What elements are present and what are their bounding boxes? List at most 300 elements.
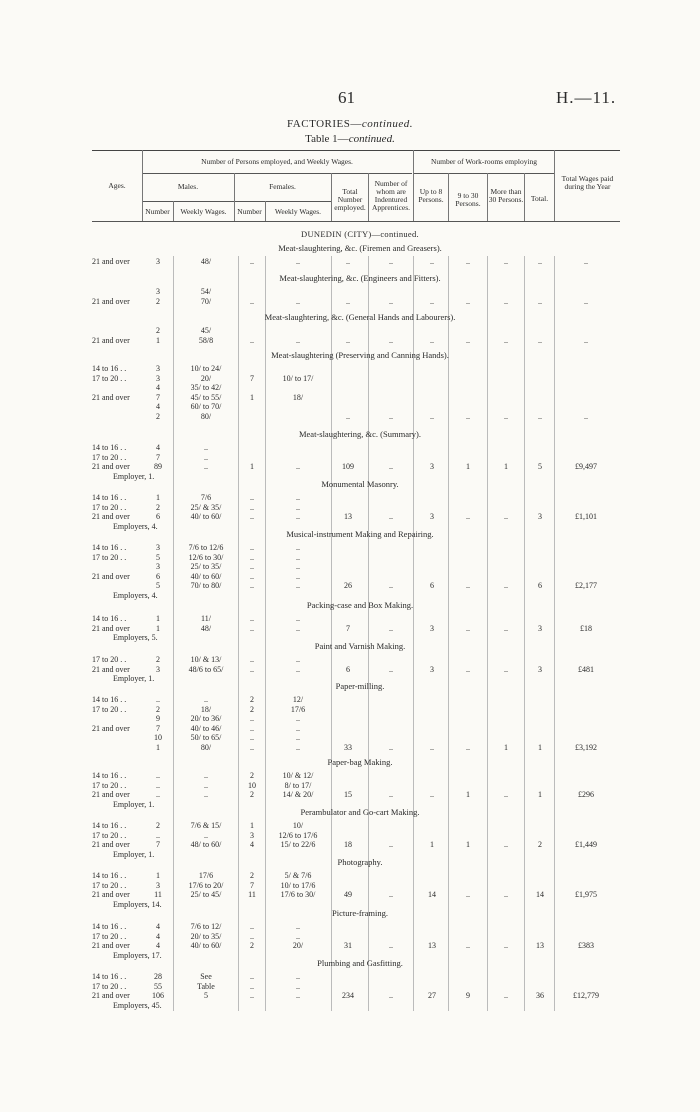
age-cell: 21 and over xyxy=(92,941,130,950)
male-wage-cell: 58/8 xyxy=(198,335,214,345)
male-wage-cell: 40/ to 60/ xyxy=(190,512,222,521)
male-number-cell: 7 xyxy=(156,452,160,462)
workrooms-total-cell: 13 xyxy=(536,941,544,950)
male-number-cell: 1 xyxy=(156,614,160,623)
male-wage-cell: 54/ xyxy=(200,287,212,296)
total-wages-cell: .. xyxy=(584,411,588,421)
workrooms-up-to-8-cell: 6 xyxy=(430,581,434,590)
age-cell: 21 and over xyxy=(92,840,130,849)
total-employed-cell: 18 xyxy=(344,840,352,849)
workrooms-up-to-8-cell: 1 xyxy=(430,840,434,849)
age-cell: 21 and over xyxy=(92,462,130,471)
female-wage-cell: 8/ to 17/ xyxy=(284,780,312,790)
col-up-to-8: Up to 8 Persons. xyxy=(418,187,444,204)
section-title: Meat-slaughtering, &c. (Engineers and Fitters). xyxy=(279,273,441,283)
female-wage-cell: .. xyxy=(296,623,300,633)
total-wages-cell: £383 xyxy=(578,941,594,950)
male-wage-cell: 48/ xyxy=(200,257,212,266)
section-title: Meat-slaughtering, &c. (Firemen and Greasers). xyxy=(278,243,442,253)
age-cell: 17 to 20 . . xyxy=(92,780,127,790)
workrooms-9-to-30-cell: .. xyxy=(466,664,470,674)
workrooms-9-to-30-cell: .. xyxy=(466,941,470,950)
total-wages-cell: £1,449 xyxy=(575,840,597,849)
female-wage-cell: 17/6 to 30/ xyxy=(280,890,316,899)
female-number-cell: .. xyxy=(250,714,254,723)
workrooms-more-than-30-cell: .. xyxy=(504,512,508,521)
age-cell: 21 and over xyxy=(92,512,130,521)
total-wages-cell: £12,779 xyxy=(573,991,599,1000)
workrooms-total-cell: 6 xyxy=(538,581,542,590)
workrooms-up-to-8-cell: 13 xyxy=(428,941,436,950)
male-wage-cell: 80/ xyxy=(200,742,212,752)
female-wage-cell: .. xyxy=(296,581,300,590)
section-title: Plumbing and Gasfitting. xyxy=(317,958,403,968)
female-number-cell: 2 xyxy=(250,704,254,714)
female-wage-cell: 10/ to 17/ xyxy=(282,373,314,383)
workrooms-total-cell: 1 xyxy=(538,790,542,799)
male-number-cell: 6 xyxy=(156,512,160,521)
male-wage-cell: .. xyxy=(204,452,208,462)
female-wage-cell: 10/ xyxy=(292,821,304,830)
total-employed-cell: 26 xyxy=(344,581,352,590)
title-italic: continued. xyxy=(361,118,414,130)
female-wage-cell: .. xyxy=(296,981,300,991)
age-cell: 17 to 20 . . xyxy=(92,830,127,840)
age-cell: 17 to 20 . . xyxy=(92,452,127,462)
col-indentured: Number of whom are Indentured Apprentices. xyxy=(371,179,411,212)
male-wage-cell: 25/ to 35/ xyxy=(190,562,222,571)
male-wage-cell: .. xyxy=(204,462,208,471)
col-males: Males. xyxy=(177,182,199,191)
age-cell: 14 to 16 . . xyxy=(92,972,127,981)
total-employed-cell: .. xyxy=(346,411,350,421)
workrooms-total-cell: .. xyxy=(538,257,542,266)
workrooms-9-to-30-cell: 1 xyxy=(466,840,470,849)
age-cell: 17 to 20 . . xyxy=(92,552,127,562)
female-number-cell: .. xyxy=(250,581,254,590)
workrooms-up-to-8-cell: .. xyxy=(430,296,434,306)
section-title: Meat-slaughtering, &c. (General Hands and Labourers). xyxy=(264,312,456,322)
female-wage-cell: .. xyxy=(296,512,300,521)
female-wage-cell: 17/6 xyxy=(290,704,306,714)
age-cell: 21 and over xyxy=(92,392,130,402)
age-cell: 21 and over xyxy=(92,723,130,733)
male-wage-cell: .. xyxy=(204,790,208,799)
male-number-cell: 4 xyxy=(156,443,160,452)
male-wage-cell: 50/ to 65/ xyxy=(190,733,222,742)
female-wage-cell: .. xyxy=(296,931,300,941)
female-number-cell: 3 xyxy=(250,830,254,840)
female-number-cell: 10 xyxy=(248,780,256,790)
female-number-cell: 1 xyxy=(250,462,254,471)
workrooms-9-to-30-cell: .. xyxy=(466,623,470,633)
workrooms-total-cell: 3 xyxy=(538,512,542,521)
col-females: Females. xyxy=(269,182,296,191)
age-cell: 21 and over xyxy=(92,664,130,674)
workrooms-more-than-30-cell: .. xyxy=(504,581,508,590)
workrooms-9-to-30-cell: 1 xyxy=(466,462,470,471)
female-wage-cell: .. xyxy=(296,991,300,1000)
female-number-cell: 2 xyxy=(250,941,254,950)
female-wage-cell: .. xyxy=(296,742,300,752)
total-employed-cell: .. xyxy=(346,335,350,345)
male-wage-cell: 10/ to 24/ xyxy=(190,364,222,373)
section-title: Meat-slaughtering, &c. (Summary). xyxy=(298,429,422,439)
female-number-cell: 7 xyxy=(250,880,254,890)
female-number-cell: 2 xyxy=(250,771,254,780)
apprentices-cell: .. xyxy=(389,742,393,752)
female-number-cell: .. xyxy=(250,981,254,991)
apprentices-cell: .. xyxy=(389,335,393,345)
workrooms-up-to-8-cell: .. xyxy=(430,742,434,752)
total-employed-cell: 33 xyxy=(344,742,352,752)
age-cell: 14 to 16 . . xyxy=(92,543,127,552)
col-9-to-30: 9 to 30 Persons. xyxy=(455,191,481,208)
workrooms-total-cell: 14 xyxy=(536,890,544,899)
col-persons-group: Number of Persons employed, and Weekly Wages. xyxy=(201,157,353,166)
female-wage-cell: .. xyxy=(296,972,300,981)
workrooms-9-to-30-cell: 9 xyxy=(466,991,470,1000)
male-number-cell: 3 xyxy=(156,664,160,674)
female-wage-cell: .. xyxy=(296,562,300,571)
male-number-cell: 3 xyxy=(156,543,160,552)
male-wage-cell: 7/6 to 12/6 xyxy=(188,543,224,552)
female-wage-cell: .. xyxy=(296,723,300,733)
col-workrooms-total: Total. xyxy=(530,194,549,203)
workrooms-total-cell: 2 xyxy=(538,840,542,849)
male-wage-cell: .. xyxy=(204,771,208,780)
workrooms-total-cell: 36 xyxy=(536,991,544,1000)
col-female-weekly-wages: Weekly Wages. xyxy=(274,207,322,216)
female-number-cell: .. xyxy=(250,543,254,552)
male-number-cell: 1 xyxy=(156,871,160,880)
total-employed-cell: 109 xyxy=(342,462,354,471)
female-number-cell: .. xyxy=(250,655,254,664)
apprentices-cell: .. xyxy=(389,296,393,306)
page-title xyxy=(0,118,700,130)
male-wage-cell: See xyxy=(200,972,212,981)
male-number-cell: 2 xyxy=(156,704,160,714)
apprentices-cell: .. xyxy=(389,840,393,849)
employers-count: Employers, 4. xyxy=(113,590,158,600)
female-number-cell: .. xyxy=(250,972,254,981)
workrooms-more-than-30-cell: 1 xyxy=(504,742,508,752)
workrooms-9-to-30-cell: .. xyxy=(466,411,470,421)
workrooms-up-to-8-cell: 3 xyxy=(430,462,434,471)
female-wage-cell: .. xyxy=(296,502,300,512)
workrooms-up-to-8-cell: 3 xyxy=(430,623,434,633)
female-number-cell: 2 xyxy=(250,871,254,880)
total-wages-cell: £9,497 xyxy=(575,462,597,471)
female-number-cell: .. xyxy=(250,742,254,752)
male-number-cell: 3 xyxy=(156,373,160,383)
age-cell: 14 to 16 . . xyxy=(92,364,127,373)
col-ages: Ages. xyxy=(108,181,126,190)
section-title: Monumental Masonry. xyxy=(321,479,399,489)
age-cell: 17 to 20 . . xyxy=(92,981,127,991)
total-wages-cell: .. xyxy=(584,296,588,306)
section-title: Packing-case and Box Making. xyxy=(306,600,414,610)
male-number-cell: 11 xyxy=(154,890,162,899)
total-wages-cell: £18 xyxy=(580,623,592,633)
col-total-employed: Total Number employed. xyxy=(334,187,366,212)
workrooms-9-to-30-cell: 1 xyxy=(466,790,470,799)
total-wages-cell: £296 xyxy=(578,790,594,799)
age-cell: 14 to 16 . . xyxy=(92,695,127,704)
employers-count: Employers, 5. xyxy=(113,633,158,642)
male-number-cell: 7 xyxy=(156,723,160,733)
male-wage-cell: 45/ xyxy=(200,326,212,335)
age-cell: 14 to 16 . . xyxy=(92,493,127,502)
employers-count: Employer, 1. xyxy=(113,849,155,859)
age-cell: 21 and over xyxy=(92,790,130,799)
male-number-cell: 5 xyxy=(156,552,160,562)
age-cell: 17 to 20 . . xyxy=(92,502,127,512)
age-cell: 14 to 16 . . xyxy=(92,922,127,931)
table-subtitle xyxy=(0,133,700,145)
female-wage-cell: 15/ to 22/6 xyxy=(280,840,316,849)
section-title: Photography. xyxy=(337,857,383,867)
age-cell: 14 to 16 . . xyxy=(92,821,127,830)
workrooms-total-cell: .. xyxy=(538,335,542,345)
age-cell: 14 to 16 . . xyxy=(92,614,127,623)
workrooms-up-to-8-cell: .. xyxy=(430,790,434,799)
age-cell: 21 and over xyxy=(92,296,130,306)
male-wage-cell: 12/6 to 30/ xyxy=(188,552,224,562)
male-wage-cell: 70/ xyxy=(200,296,212,306)
apprentices-cell: .. xyxy=(389,790,393,799)
male-number-cell: 9 xyxy=(156,714,160,723)
age-cell: 17 to 20 . . xyxy=(92,931,127,941)
male-number-cell: 106 xyxy=(152,991,164,1000)
subtitle-main: Table 1— xyxy=(305,133,349,145)
workrooms-up-to-8-cell: .. xyxy=(430,335,434,345)
female-wage-cell: 5/ & 7/6 xyxy=(284,871,312,880)
male-wage-cell: 40/ to 60/ xyxy=(190,941,222,950)
apprentices-cell: .. xyxy=(389,257,393,266)
female-wage-cell: .. xyxy=(296,614,300,623)
male-number-cell: 3 xyxy=(156,364,160,373)
age-cell: 17 to 20 . . xyxy=(92,880,127,890)
female-wage-cell: 10/ to 17/6 xyxy=(280,880,316,890)
male-number-cell: 3 xyxy=(156,880,160,890)
workrooms-9-to-30-cell: .. xyxy=(466,296,470,306)
male-number-cell: .. xyxy=(156,771,160,780)
section-title: Picture-framing. xyxy=(332,908,388,918)
female-wage-cell: .. xyxy=(296,571,300,581)
employers-count: Employer, 1. xyxy=(113,674,155,683)
male-number-cell: 89 xyxy=(154,462,162,471)
workrooms-9-to-30-cell: .. xyxy=(466,581,470,590)
female-wage-cell: 14/ & 20/ xyxy=(282,790,314,799)
male-number-cell: 1 xyxy=(156,335,160,345)
female-wage-cell: 20/ xyxy=(292,941,304,950)
employers-count: Employer, 1. xyxy=(113,471,155,481)
workrooms-total-cell: .. xyxy=(538,411,542,421)
age-cell: 21 and over xyxy=(92,571,130,581)
female-number-cell: 2 xyxy=(250,695,254,704)
female-number-cell: .. xyxy=(250,922,254,931)
female-wage-cell: .. xyxy=(296,543,300,552)
workrooms-total-cell: 3 xyxy=(538,664,542,674)
male-number-cell: .. xyxy=(156,780,160,790)
female-wage-cell: .. xyxy=(296,552,300,562)
female-wage-cell: .. xyxy=(296,493,300,502)
section-title: Meat-slaughtering (Preserving and Canning Hands). xyxy=(271,350,449,360)
apprentices-cell: .. xyxy=(389,664,393,674)
female-wage-cell: .. xyxy=(296,714,300,723)
col-male-weekly-wages: Weekly Wages. xyxy=(180,207,227,216)
male-wage-cell: Table xyxy=(197,981,215,991)
apprentices-cell: .. xyxy=(389,462,393,471)
male-number-cell: 4 xyxy=(156,402,160,411)
male-wage-cell: 7/6 & 15/ xyxy=(190,821,222,830)
col-female-number: Number xyxy=(237,207,262,216)
female-wage-cell: 10/ & 12/ xyxy=(282,771,314,780)
workrooms-more-than-30-cell: .. xyxy=(504,335,508,345)
female-number-cell: 4 xyxy=(250,840,254,849)
female-wage-cell: .. xyxy=(296,664,300,674)
total-wages-cell: £3,192 xyxy=(575,742,597,752)
employers-count: Employer, 1. xyxy=(113,799,155,809)
female-wage-cell: 12/6 to 17/6 xyxy=(278,830,318,840)
total-employed-cell: 13 xyxy=(344,512,352,521)
female-number-cell: .. xyxy=(250,931,254,941)
workrooms-total-cell: 1 xyxy=(538,742,542,752)
male-number-cell: 6 xyxy=(156,571,160,581)
male-number-cell: 2 xyxy=(156,502,160,512)
female-number-cell: .. xyxy=(250,296,254,306)
female-number-cell: 1 xyxy=(250,821,254,830)
age-cell: 21 and over xyxy=(92,991,130,1000)
male-wage-cell: 11/ xyxy=(201,614,211,623)
total-employed-cell: 31 xyxy=(344,941,352,950)
age-cell: 21 and over xyxy=(92,257,130,266)
male-wage-cell: .. xyxy=(204,780,208,790)
employers-count: Employers, 14. xyxy=(113,899,162,909)
female-wage-cell: 12/ xyxy=(292,695,304,704)
male-number-cell: 4 xyxy=(156,922,160,931)
title-main: FACTORIES— xyxy=(286,118,362,130)
female-number-cell: 2 xyxy=(250,790,254,799)
male-wage-cell: 18/ xyxy=(200,704,212,714)
male-number-cell: 3 xyxy=(156,257,160,266)
workrooms-up-to-8-cell: .. xyxy=(430,257,434,266)
age-cell: 14 to 16 . . xyxy=(92,443,127,452)
total-wages-cell: £1,975 xyxy=(575,890,597,899)
female-wage-cell: .. xyxy=(296,922,300,931)
workrooms-more-than-30-cell: .. xyxy=(504,941,508,950)
section-title: Paint and Varnish Making. xyxy=(314,641,406,651)
male-wage-cell: 80/ xyxy=(200,411,212,421)
male-number-cell: 1 xyxy=(156,742,160,752)
male-wage-cell: 35/ to 42/ xyxy=(190,383,222,392)
female-number-cell: 7 xyxy=(250,373,254,383)
male-wage-cell: 20/ to 36/ xyxy=(190,714,222,723)
male-number-cell: 2 xyxy=(156,296,160,306)
workrooms-up-to-8-cell: 3 xyxy=(430,664,434,674)
age-cell: 14 to 16 . . xyxy=(92,771,127,780)
col-workrooms-group: Number of Work-rooms employing xyxy=(430,157,538,166)
employers-count: Employers, 17. xyxy=(113,950,162,960)
male-wage-cell: 17/6 xyxy=(198,871,214,880)
male-wage-cell: 60/ to 70/ xyxy=(190,402,222,411)
workrooms-more-than-30-cell: .. xyxy=(504,257,508,266)
age-cell: 14 to 16 . . xyxy=(92,871,127,880)
female-number-cell: .. xyxy=(250,723,254,733)
workrooms-more-than-30-cell: .. xyxy=(504,890,508,899)
female-wage-cell: .. xyxy=(296,335,300,345)
female-number-cell: .. xyxy=(250,335,254,345)
total-employed-cell: 15 xyxy=(344,790,352,799)
male-number-cell: 7 xyxy=(156,840,160,849)
workrooms-total-cell: 3 xyxy=(538,623,542,633)
total-wages-cell: .. xyxy=(584,335,588,345)
female-number-cell: .. xyxy=(250,664,254,674)
male-number-cell: 4 xyxy=(156,931,160,941)
total-employed-cell: .. xyxy=(346,296,350,306)
female-number-cell: .. xyxy=(250,502,254,512)
city-heading: DUNEDIN (CITY)—continued. xyxy=(301,229,419,239)
col-male-number: Number xyxy=(145,207,170,216)
female-number-cell: .. xyxy=(250,623,254,633)
page-number: 61 xyxy=(338,88,355,107)
female-number-cell: .. xyxy=(250,257,254,266)
workrooms-total-cell: .. xyxy=(538,296,542,306)
male-number-cell: .. xyxy=(156,830,160,840)
male-number-cell: 1 xyxy=(156,623,160,633)
male-wage-cell: 48/ xyxy=(200,623,212,633)
female-wage-cell: .. xyxy=(296,462,300,471)
male-wage-cell: 25/ & 35/ xyxy=(190,502,222,512)
total-wages-cell: £481 xyxy=(578,664,594,674)
col-more-than-30: More than 30 Persons. xyxy=(488,187,524,204)
apprentices-cell: .. xyxy=(389,581,393,590)
male-number-cell: 7 xyxy=(156,392,160,402)
age-cell: 21 and over xyxy=(92,335,130,345)
total-wages-cell: £1,101 xyxy=(575,512,597,521)
male-number-cell: 2 xyxy=(156,655,160,664)
workrooms-9-to-30-cell: .. xyxy=(466,257,470,266)
female-wage-cell: 18/ xyxy=(292,392,304,402)
age-cell: 21 and over xyxy=(92,890,130,899)
male-wage-cell: 48/6 to 65/ xyxy=(188,664,224,674)
male-number-cell: 4 xyxy=(156,941,160,950)
female-number-cell: .. xyxy=(250,571,254,581)
apprentices-cell: .. xyxy=(389,512,393,521)
female-number-cell: .. xyxy=(250,552,254,562)
section-title: Paper-bag Making. xyxy=(327,757,393,767)
male-wage-cell: 45/ to 55/ xyxy=(190,392,222,402)
workrooms-9-to-30-cell: .. xyxy=(466,335,470,345)
total-employed-cell: 7 xyxy=(346,623,350,633)
male-number-cell: 10 xyxy=(154,733,162,742)
female-number-cell: .. xyxy=(250,733,254,742)
female-wage-cell: .. xyxy=(296,296,300,306)
male-wage-cell: 7/6 xyxy=(200,493,212,502)
col-total-wages: Total Wages paid during the Year xyxy=(561,174,614,191)
age-cell: 17 to 20 . . xyxy=(92,373,127,383)
male-wage-cell: 7/6 to 12/ xyxy=(190,922,222,931)
male-number-cell: 2 xyxy=(156,821,160,830)
female-number-cell: .. xyxy=(250,493,254,502)
male-wage-cell: 5 xyxy=(204,991,208,1000)
workrooms-more-than-30-cell: .. xyxy=(504,296,508,306)
workrooms-9-to-30-cell: .. xyxy=(466,512,470,521)
workrooms-more-than-30-cell: .. xyxy=(504,623,508,633)
male-number-cell: .. xyxy=(156,695,160,704)
workrooms-up-to-8-cell: 27 xyxy=(428,991,436,1000)
